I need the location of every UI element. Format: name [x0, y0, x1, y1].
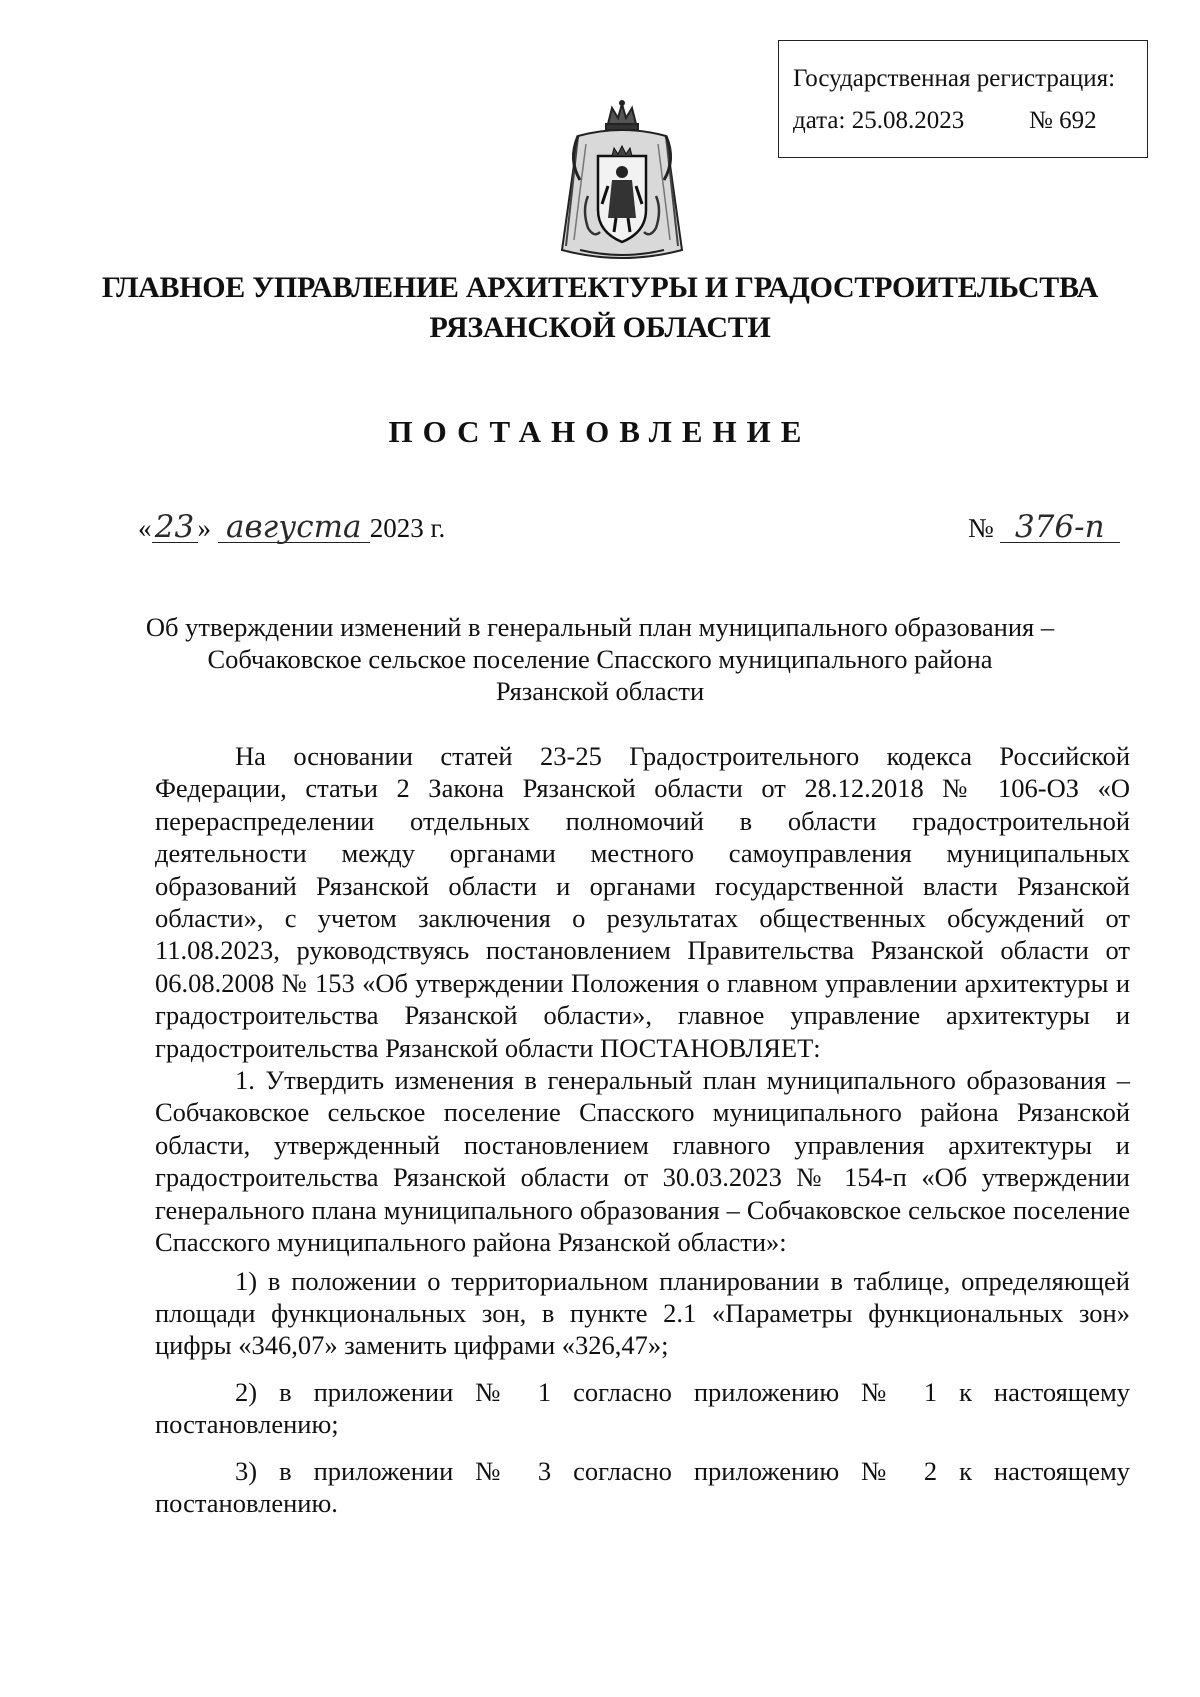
- registration-number: № 692: [1029, 107, 1097, 134]
- handwritten-day: 23: [152, 512, 198, 543]
- agency-name-line1: ГЛАВНОЕ УПРАВЛЕНИЕ АРХИТЕКТУРЫ И ГРАДОСТРОИТЕЛЬСТВА: [101, 271, 1099, 304]
- coat-of-arms-emblem: [558, 100, 686, 268]
- agency-name-line2: РЯЗАНСКОЙ ОБЛАСТИ: [429, 311, 771, 344]
- document-subject: [100, 611, 1100, 707]
- document-number: [968, 509, 1120, 545]
- document-date: [138, 509, 446, 545]
- subject-line3: Рязанской области: [495, 676, 705, 706]
- document-body: [155, 740, 1130, 1519]
- subject-line2: Собчаковское сельское поселение Спасского муниципального района: [207, 644, 993, 674]
- state-registration-stamp: [778, 40, 1148, 158]
- number-prefix: №: [968, 513, 994, 543]
- handwritten-number: 376-п: [1000, 512, 1120, 543]
- item-1-paragraph: 1. Утвердить изменения в генеральный план муниципального образования – Собчаковское сельское поселение Спасского муниципального района Рязанской области, утвержденный постановлением главного управления архитектуры и градостроительства Рязанской области от 30.03.2023 № 154-п «Об утверждении генерального плана муниципального образования – Собчаковское сельское поселение Спасского муниципального района Рязанской области»:: [155, 1065, 1130, 1258]
- subitem-1-paragraph: 1) в положении о территориальном планировании в таблице, определяющей площади функциональных зон, в пункте 2.1 «Параметры функциональных зон» цифры «346,07» заменить цифрами «326,47»;: [155, 1265, 1130, 1361]
- preamble-paragraph: На основании статей 23-25 Градостроительного кодекса Российской Федерации, статьи 2 Закона Рязанской области от 28.12.2018 № 106-ОЗ «О перераспределении отдельных полномочий в области градостроительной деятельности между органами местного самоуправления муниципальных образований Рязанской области и органами государственной власти Рязанской области», с учетом заключения о результатах общественных обсуждений от 11.08.2023, руководствуясь постановлением Правительства Рязанской области от 06.08.2008 № 153 «Об утверждении Положения о главном управлении архитектуры и градостроительства Рязанской области», главное управление архитектуры и градостроительства Рязанской области ПОСТАНОВЛЯЕТ:: [155, 741, 1130, 1063]
- date-close-quote: »: [197, 513, 211, 543]
- date-year: 2023 г.: [369, 513, 446, 543]
- handwritten-month: августа: [218, 512, 370, 543]
- registration-date: дата: 25.08.2023: [793, 107, 965, 134]
- document-type-title: ПОСТАНОВЛЕНИЕ: [388, 414, 812, 449]
- subitem-2-paragraph: 2) в приложении № 1 согласно приложению № 1 к настоящему постановлению;: [155, 1376, 1130, 1440]
- date-open-quote: «: [138, 513, 152, 543]
- subitem-3-paragraph: 3) в приложении № 3 согласно приложению № 2 к настоящему постановлению.: [155, 1455, 1130, 1518]
- registration-title: Государственная регистрация:: [793, 65, 1116, 92]
- subject-line1: Об утверждении изменений в генеральный план муниципального образования –: [145, 612, 1055, 642]
- agency-name: [100, 268, 1100, 348]
